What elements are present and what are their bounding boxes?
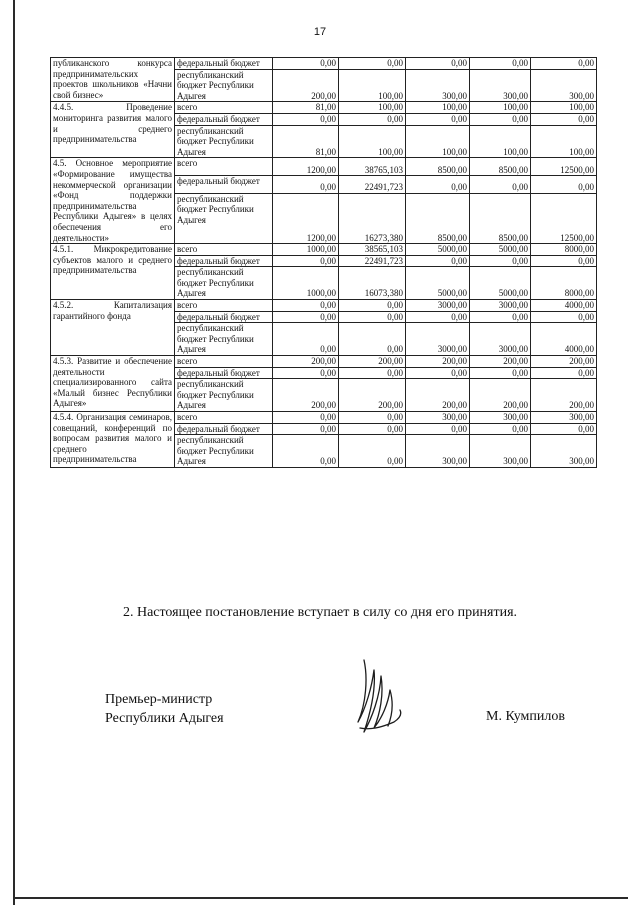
table-row xyxy=(51,58,597,70)
amount-cell: 0,00 xyxy=(273,323,339,356)
amount-cell: 38565,103 xyxy=(339,244,406,256)
amount-cell: 0,00 xyxy=(339,435,406,468)
amount-cell: 0,00 xyxy=(273,255,339,267)
amount-cell: 4000,00 xyxy=(531,323,597,356)
activity-cell: 4.4.5. Проведение мониторинга развития малого и среднего предпринимательства xyxy=(51,102,175,158)
funding-source-cell: республиканский бюджет Республики Адыгея xyxy=(175,193,273,243)
amount-cell: 0,00 xyxy=(406,255,470,267)
table-row xyxy=(51,102,597,114)
activity-cell: 4.5.3. Развитие и обеспечение деятельности специализированного сайта «Малый бизнес Республики Адыгея» xyxy=(51,356,175,412)
amount-cell: 0,00 xyxy=(273,311,339,323)
amount-cell: 300,00 xyxy=(531,69,597,102)
amount-cell: 0,00 xyxy=(339,423,406,435)
amount-cell: 5000,00 xyxy=(470,267,531,300)
funding-source-cell: всего xyxy=(175,102,273,114)
activity-cell: 4.5. Основное мероприятие «Формирование имущества некоммерческой организации «Фонд поддержки предпринимательства Республики Адыгея» в целях обеспечения его деятельности» xyxy=(51,158,175,244)
amount-cell: 0,00 xyxy=(339,113,406,125)
table-row xyxy=(51,300,597,312)
amount-cell: 1000,00 xyxy=(273,267,339,300)
signatory-title xyxy=(105,690,224,728)
amount-cell: 300,00 xyxy=(470,435,531,468)
funding-source-cell: федеральный бюджет xyxy=(175,255,273,267)
amount-cell: 200,00 xyxy=(531,356,597,368)
amount-cell: 200,00 xyxy=(339,356,406,368)
amount-cell: 0,00 xyxy=(406,113,470,125)
amount-cell: 0,00 xyxy=(273,435,339,468)
amount-cell: 100,00 xyxy=(406,125,470,158)
amount-cell: 200,00 xyxy=(406,356,470,368)
funding-source-cell: республиканский бюджет Республики Адыгея xyxy=(175,69,273,102)
amount-cell: 12500,00 xyxy=(531,193,597,243)
amount-cell: 3000,00 xyxy=(470,323,531,356)
amount-cell: 0,00 xyxy=(470,113,531,125)
amount-cell: 300,00 xyxy=(470,69,531,102)
amount-cell: 300,00 xyxy=(406,412,470,424)
amount-cell: 0,00 xyxy=(531,367,597,379)
amount-cell: 5000,00 xyxy=(470,244,531,256)
amount-cell: 100,00 xyxy=(339,69,406,102)
amount-cell: 0,00 xyxy=(531,58,597,70)
amount-cell: 0,00 xyxy=(273,300,339,312)
amount-cell: 5000,00 xyxy=(406,244,470,256)
amount-cell: 0,00 xyxy=(273,423,339,435)
amount-cell: 300,00 xyxy=(470,412,531,424)
amount-cell: 0,00 xyxy=(470,311,531,323)
amount-cell: 200,00 xyxy=(406,379,470,412)
amount-cell: 8500,00 xyxy=(406,158,470,176)
activity-cell: 4.5.4. Организация семинаров, совещаний, конференций по вопросам развития малого и среднего предпринимательства xyxy=(51,412,175,468)
funding-source-cell: республиканский бюджет Республики Адыгея xyxy=(175,379,273,412)
amount-cell: 300,00 xyxy=(406,69,470,102)
amount-cell: 8000,00 xyxy=(531,267,597,300)
amount-cell: 1000,00 xyxy=(273,244,339,256)
amount-cell: 22491,723 xyxy=(339,176,406,194)
amount-cell: 100,00 xyxy=(531,102,597,114)
amount-cell: 81,00 xyxy=(273,125,339,158)
amount-cell: 0,00 xyxy=(273,367,339,379)
amount-cell: 3000,00 xyxy=(470,300,531,312)
amount-cell: 0,00 xyxy=(339,323,406,356)
funding-source-cell: федеральный бюджет xyxy=(175,113,273,125)
amount-cell: 8500,00 xyxy=(406,193,470,243)
funding-source-cell: федеральный бюджет xyxy=(175,367,273,379)
amount-cell: 100,00 xyxy=(531,125,597,158)
amount-cell: 0,00 xyxy=(273,58,339,70)
funding-source-cell: республиканский бюджет Республики Адыгея xyxy=(175,125,273,158)
amount-cell: 0,00 xyxy=(531,113,597,125)
amount-cell: 300,00 xyxy=(531,412,597,424)
amount-cell: 12500,00 xyxy=(531,158,597,176)
table-row xyxy=(51,244,597,256)
amount-cell: 0,00 xyxy=(470,176,531,194)
funding-table xyxy=(50,57,597,468)
amount-cell: 16073,380 xyxy=(339,267,406,300)
amount-cell: 38765,103 xyxy=(339,158,406,176)
effective-date-clause: 2. Настоящее постановление вступает в силу со дня его принятия. xyxy=(122,605,518,620)
table-row xyxy=(51,356,597,368)
amount-cell: 0,00 xyxy=(339,311,406,323)
amount-cell: 200,00 xyxy=(470,356,531,368)
amount-cell: 8500,00 xyxy=(470,193,531,243)
page-bottom-edge xyxy=(13,897,628,899)
amount-cell: 0,00 xyxy=(531,176,597,194)
amount-cell: 100,00 xyxy=(470,102,531,114)
amount-cell: 0,00 xyxy=(470,58,531,70)
amount-cell: 100,00 xyxy=(406,102,470,114)
amount-cell: 0,00 xyxy=(273,412,339,424)
amount-cell: 200,00 xyxy=(273,69,339,102)
funding-source-cell: всего xyxy=(175,356,273,368)
amount-cell: 0,00 xyxy=(406,311,470,323)
amount-cell: 100,00 xyxy=(339,102,406,114)
signatory-title-line1: Премьер-министр xyxy=(105,692,213,707)
amount-cell: 100,00 xyxy=(339,125,406,158)
table-row xyxy=(51,158,597,176)
amount-cell: 4000,00 xyxy=(531,300,597,312)
funding-source-cell: республиканский бюджет Республики Адыгея xyxy=(175,323,273,356)
amount-cell: 100,00 xyxy=(470,125,531,158)
funding-source-cell: республиканский бюджет Республики Адыгея xyxy=(175,267,273,300)
amount-cell: 0,00 xyxy=(406,176,470,194)
amount-cell: 16273,380 xyxy=(339,193,406,243)
signature-scribble xyxy=(350,656,422,738)
table-row xyxy=(51,412,597,424)
amount-cell: 0,00 xyxy=(470,255,531,267)
amount-cell: 81,00 xyxy=(273,102,339,114)
activity-cell: 4.5.2. Капитализация гарантийного фонда xyxy=(51,300,175,356)
amount-cell: 200,00 xyxy=(273,379,339,412)
amount-cell: 1200,00 xyxy=(273,193,339,243)
amount-cell: 200,00 xyxy=(531,379,597,412)
amount-cell: 300,00 xyxy=(531,435,597,468)
amount-cell: 8500,00 xyxy=(470,158,531,176)
funding-source-cell: федеральный бюджет xyxy=(175,311,273,323)
amount-cell: 200,00 xyxy=(273,356,339,368)
page-left-edge xyxy=(13,0,15,905)
activity-cell: 4.5.1. Микрокредитование субъектов малого и среднего предпринимательства xyxy=(51,244,175,300)
amount-cell: 0,00 xyxy=(339,367,406,379)
activity-cell: публиканского конкурса предпринимательских проектов школьников «Начни свой бизнес» xyxy=(51,58,175,102)
funding-source-cell: республиканский бюджет Республики Адыгея xyxy=(175,435,273,468)
funding-source-cell: всего xyxy=(175,300,273,312)
amount-cell: 0,00 xyxy=(531,311,597,323)
funding-source-cell: федеральный бюджет xyxy=(175,423,273,435)
funding-source-cell: всего xyxy=(175,412,273,424)
amount-cell: 5000,00 xyxy=(406,267,470,300)
funding-source-cell: всего xyxy=(175,244,273,256)
amount-cell: 0,00 xyxy=(406,58,470,70)
amount-cell: 3000,00 xyxy=(406,300,470,312)
amount-cell: 22491,723 xyxy=(339,255,406,267)
signatory-name: М. Кумпилов xyxy=(486,709,565,724)
amount-cell: 3000,00 xyxy=(406,323,470,356)
amount-cell: 0,00 xyxy=(531,255,597,267)
amount-cell: 0,00 xyxy=(470,367,531,379)
amount-cell: 200,00 xyxy=(339,379,406,412)
amount-cell: 0,00 xyxy=(406,367,470,379)
amount-cell: 0,00 xyxy=(339,300,406,312)
amount-cell: 1200,00 xyxy=(273,158,339,176)
amount-cell: 0,00 xyxy=(339,58,406,70)
funding-source-cell: федеральный бюджет xyxy=(175,176,273,194)
amount-cell: 0,00 xyxy=(470,423,531,435)
amount-cell: 0,00 xyxy=(406,423,470,435)
amount-cell: 0,00 xyxy=(531,423,597,435)
funding-source-cell: всего xyxy=(175,158,273,176)
amount-cell: 200,00 xyxy=(470,379,531,412)
amount-cell: 8000,00 xyxy=(531,244,597,256)
handwritten-signature xyxy=(350,656,422,743)
amount-cell: 0,00 xyxy=(339,412,406,424)
funding-source-cell: федеральный бюджет xyxy=(175,58,273,70)
signatory-title-line2: Республики Адыгея xyxy=(105,711,224,726)
page-number: 17 xyxy=(313,26,327,38)
amount-cell: 0,00 xyxy=(273,113,339,125)
amount-cell: 300,00 xyxy=(406,435,470,468)
amount-cell: 0,00 xyxy=(273,176,339,194)
